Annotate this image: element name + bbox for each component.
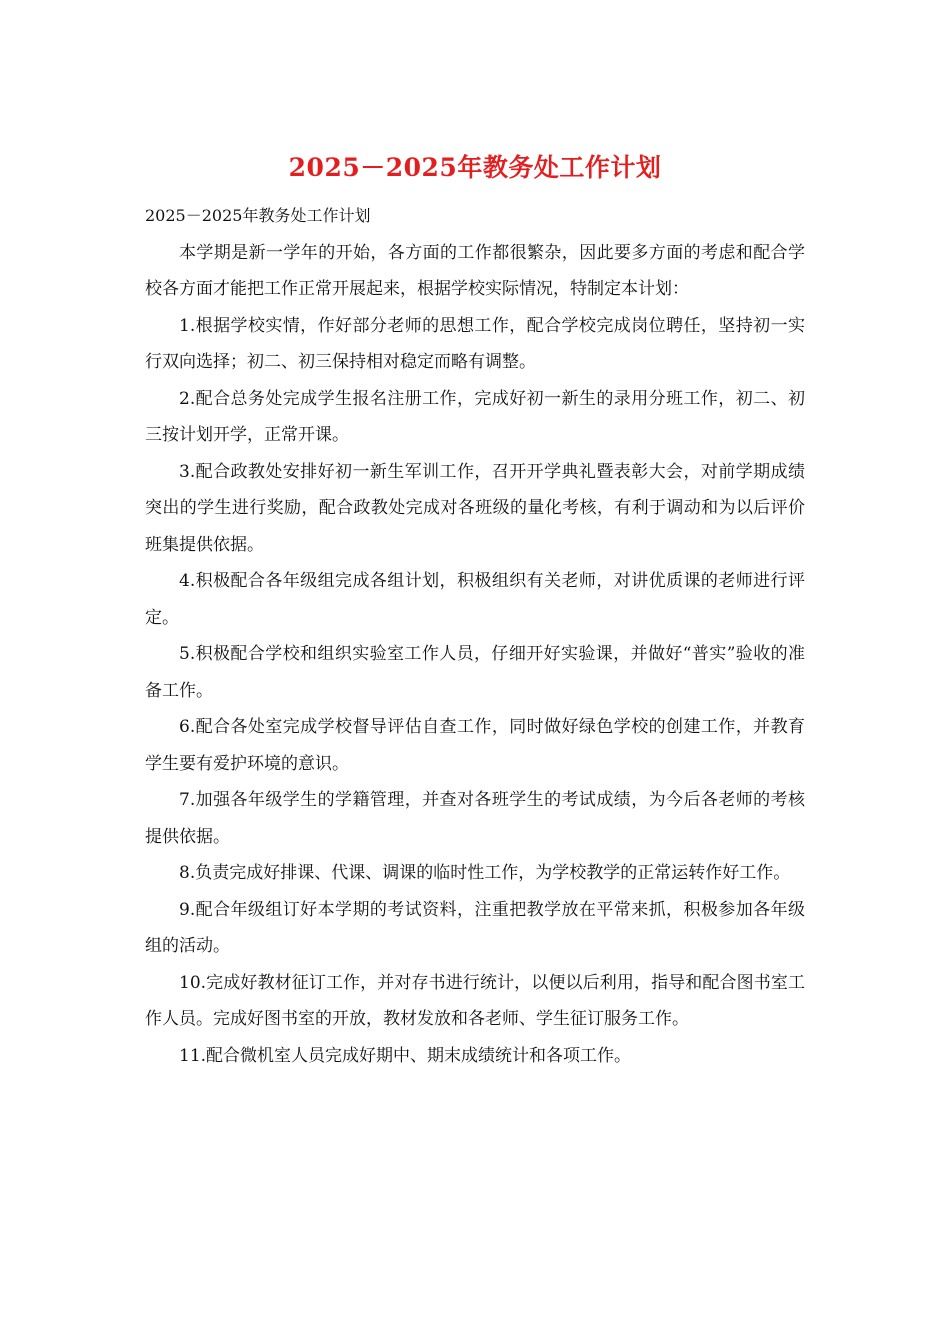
- plan-item-1: 1.根据学校实情，作好部分老师的思想工作，配合学校完成岗位聘任，坚持初一实行双向选择；初二、初三保持相对稳定而略有调整。: [145, 315, 805, 372]
- plan-item-9: 9.配合年级组订好本学期的考试资料，注重把教学放在平常来抓，积极参加各年级组的活动。: [145, 899, 805, 956]
- plan-item-7: 7.加强各年级学生的学籍管理，并查对各班学生的考试成绩，为今后各老师的考核提供依据。: [145, 790, 805, 847]
- plan-item-2: 2.配合总务处完成学生报名注册工作，完成好初一新生的录用分班工作，初二、初三按计划开学，正常开课。: [145, 388, 805, 445]
- document-subtitle: 2025－2025年教务处工作计划: [145, 206, 371, 225]
- plan-item-6: 6.配合各处室完成学校督导评估自查工作，同时做好绿色学校的创建工作，并教育学生要有爱护环境的意识。: [145, 717, 805, 774]
- plan-item-5: 5.积极配合学校和组织实验室工作人员，仔细开好实验课，并做好“普实”验收的准备工作。: [145, 644, 805, 701]
- plan-item-3: 3.配合政教处安排好初一新生军训工作，召开开学典礼暨表彰大会，对前学期成绩突出的学生进行奖励，配合政教处完成对各班级的量化考核，有利于调动和为以后评价班集提供依据。: [145, 461, 805, 555]
- document-title: 2025－2025年教务处工作计划: [288, 153, 662, 182]
- intro-paragraph: 本学期是新一学年的开始，各方面的工作都很繁杂，因此要多方面的考虑和配合学校各方面才能把工作正常开展起来，根据学校实际情况，特制定本计划：: [145, 242, 805, 299]
- plan-item-8: 8.负责完成好排课、代课、调课的临时性工作，为学校教学的正常运转作好工作。: [179, 863, 791, 883]
- plan-item-11: 11.配合微机室人员完成好期中、期末成绩统计和各项工作。: [179, 1045, 632, 1066]
- plan-item-10: 10.完成好教材征订工作，并对存书进行统计，以便以后利用，指导和配合图书室工作人员。完成好图书室的开放，教材发放和各老师、学生征订服务工作。: [145, 972, 805, 1029]
- document-body: [145, 198, 805, 1074]
- plan-item-4: 4.积极配合各年级组完成各组计划，积极组织有关老师，对讲优质课的老师进行评定。: [145, 571, 805, 628]
